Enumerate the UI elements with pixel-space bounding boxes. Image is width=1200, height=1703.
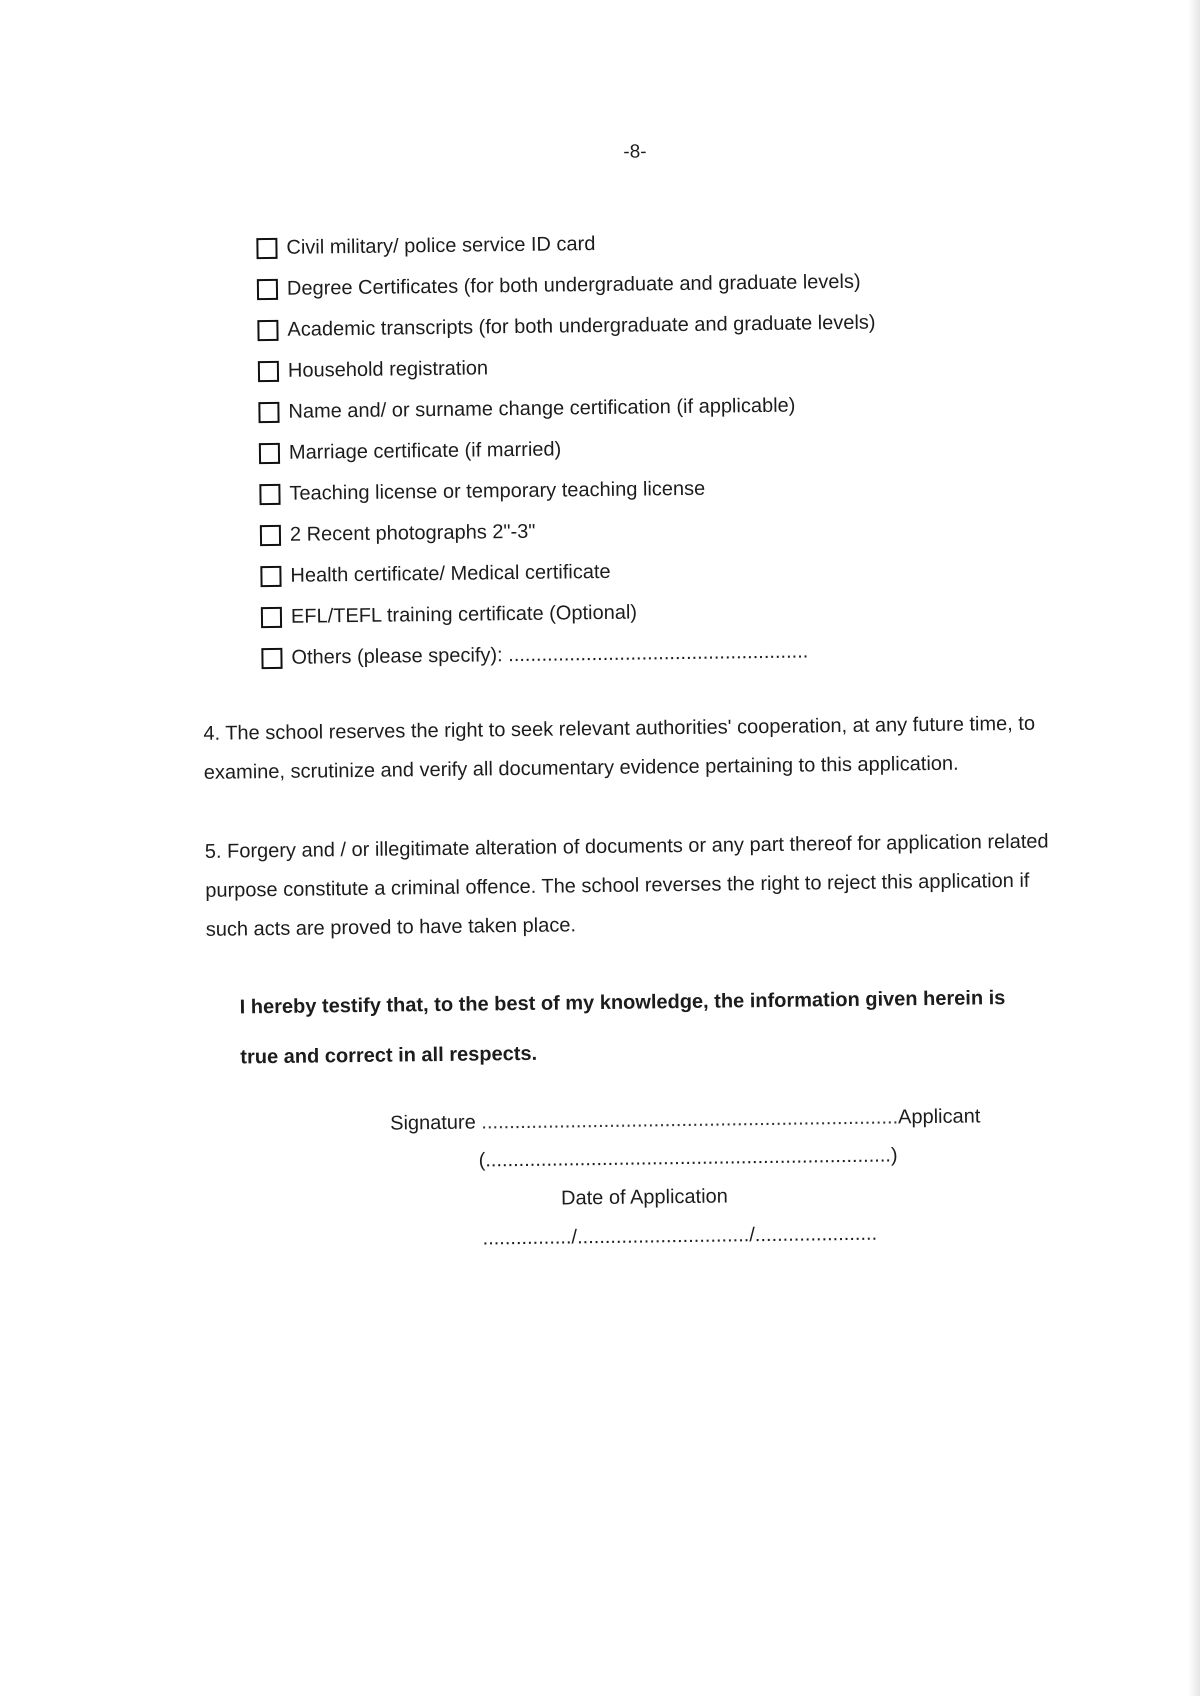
checkbox-icon[interactable]	[261, 607, 282, 628]
checkbox-icon[interactable]	[261, 648, 282, 669]
signature-label: Signature	[390, 1111, 476, 1135]
clause-4: 4. The school reserves the right to seek relevant authorities' cooperation, at any future time, to examine, scrutinize and verify all documentary evidence pertaining to this application.	[203, 712, 1036, 784]
checklist-label: Others (please specify): ......................................................	[291, 640, 809, 669]
signature-field[interactable]: ...........................................................................	[481, 1106, 899, 1134]
checklist-label: 2 Recent photographs 2"-3"	[289, 520, 536, 546]
checklist-label: Teaching license or temporary teaching license	[289, 477, 706, 505]
checkbox-icon[interactable]	[258, 361, 279, 382]
checklist-label: Civil military/ police service ID card	[286, 233, 596, 259]
checklist-label: Name and/ or surname change certification (if applicable)	[288, 394, 796, 423]
checkbox-icon[interactable]	[257, 320, 278, 341]
checklist-item[interactable]	[261, 631, 880, 680]
document-checklist	[256, 221, 880, 680]
date-field[interactable]: ................/.............................../......................	[482, 1222, 878, 1250]
checkbox-icon[interactable]	[260, 525, 281, 546]
checkbox-icon[interactable]	[257, 279, 278, 300]
printed-name-field[interactable]: (.........................................................................)	[478, 1144, 898, 1172]
checkbox-icon[interactable]	[259, 484, 280, 505]
checklist-label: Health certificate/ Medical certificate	[290, 560, 611, 587]
checklist-label: Marriage certificate (if married)	[288, 438, 562, 464]
checkbox-icon[interactable]	[258, 402, 279, 423]
checkbox-icon[interactable]	[260, 566, 281, 587]
clause-5: 5. Forgery and / or illegitimate alteration of documents or any part thereof for application related purpose constitute a criminal offence. The school reverses the right to reject this application if such acts are proved to have taken place.	[204, 830, 1049, 941]
checkbox-icon[interactable]	[256, 238, 277, 259]
applicant-label: Applicant	[897, 1105, 981, 1129]
checkbox-icon[interactable]	[259, 443, 280, 464]
page-number: -8-	[623, 141, 647, 163]
signature-row	[390, 1105, 980, 1135]
checklist-label: Degree Certificates (for both undergraduate and graduate levels)	[286, 270, 861, 300]
checklist-label: Household registration	[287, 357, 489, 382]
date-label: Date of Application	[560, 1185, 728, 1210]
declaration: I hereby testify that, to the best of my knowledge, the information given herein is true and correct in all respects.	[239, 987, 1006, 1069]
checklist-label: Academic transcripts (for both undergraduate and graduate levels)	[287, 311, 876, 341]
checklist-label: EFL/TEFL training certificate (Optional)	[290, 601, 638, 628]
